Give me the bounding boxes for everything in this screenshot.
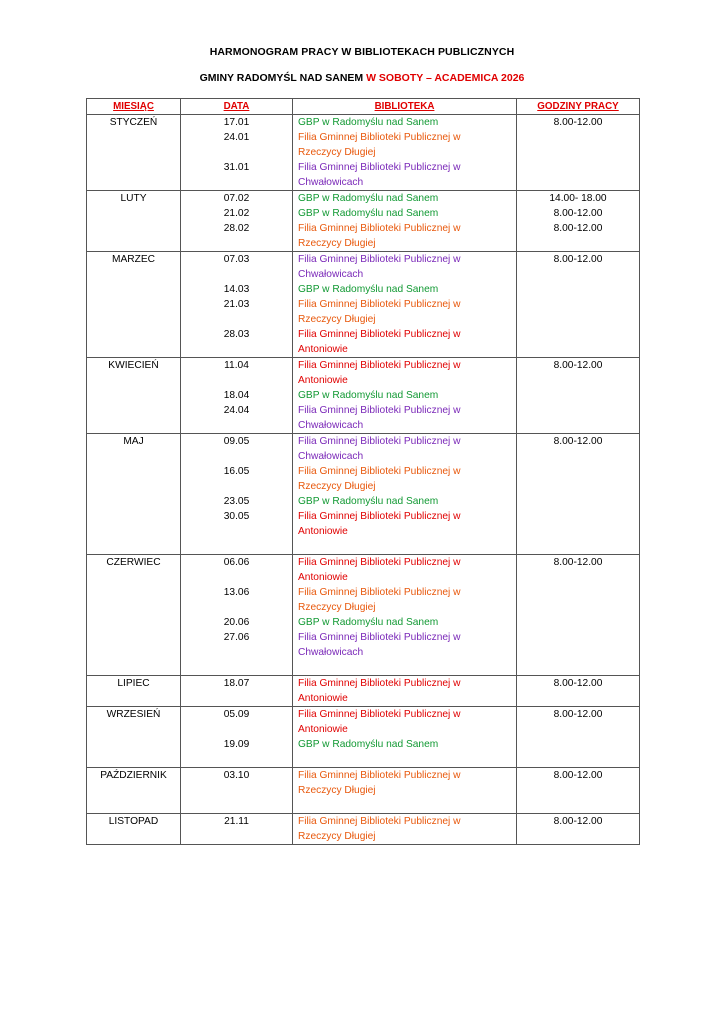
- table-row: [87, 555, 640, 676]
- library-name: [298, 539, 516, 554]
- hours-value: 8.00-12.00: [553, 436, 603, 447]
- library-name: Rzeczycy Długiej: [298, 602, 376, 613]
- hours-value: 8.00-12.00: [553, 678, 603, 689]
- date-value: [181, 236, 292, 251]
- library-cell: [293, 814, 517, 845]
- library-cell: [293, 191, 517, 252]
- table-row: [87, 115, 640, 191]
- library-name: Filia Gminnej Biblioteki Publicznej w: [298, 557, 461, 568]
- date-value: 21.02: [223, 208, 250, 219]
- date-cell: [181, 191, 293, 252]
- hours-cell: [517, 768, 640, 814]
- library-name: Chwałowicach: [298, 420, 364, 431]
- date-value: 21.03: [223, 299, 250, 310]
- date-value: 24.04: [223, 405, 250, 416]
- library-name: GBP w Radomyślu nad Sanem: [298, 739, 439, 750]
- date-cell: [181, 252, 293, 358]
- date-value: 05.09: [223, 709, 250, 720]
- month-label: LIPIEC: [117, 678, 150, 689]
- month-cell: [87, 707, 181, 768]
- date-cell: [181, 707, 293, 768]
- library-name: GBP w Radomyślu nad Sanem: [298, 193, 439, 204]
- date-value: 07.03: [223, 254, 250, 265]
- library-name: Antoniowie: [298, 693, 348, 704]
- header-hours: GODZINY PRACY: [517, 99, 640, 115]
- month-label: WRZESIEŃ: [106, 709, 161, 720]
- date-value: [181, 570, 292, 585]
- library-name: Filia Gminnej Biblioteki Publicznej w: [298, 223, 461, 234]
- month-cell: [87, 191, 181, 252]
- date-cell: [181, 115, 293, 191]
- library-name: Antoniowie: [298, 344, 348, 355]
- library-name: Filia Gminnej Biblioteki Publicznej w: [298, 405, 461, 416]
- date-cell: [181, 358, 293, 434]
- date-cell: [181, 814, 293, 845]
- month-label: STYCZEŃ: [109, 117, 158, 128]
- date-value: [181, 691, 292, 706]
- library-name: Antoniowie: [298, 724, 348, 735]
- hours-value: 8.00-12.00: [553, 360, 603, 371]
- library-name: Filia Gminnej Biblioteki Publicznej w: [298, 511, 461, 522]
- month-label: MARZEC: [111, 254, 155, 265]
- date-value: 28.03: [223, 329, 250, 340]
- month-label: MAJ: [123, 436, 144, 447]
- month-cell: [87, 115, 181, 191]
- library-name: Filia Gminnej Biblioteki Publicznej w: [298, 162, 461, 173]
- date-value: 18.07: [223, 678, 250, 689]
- library-cell: [293, 115, 517, 191]
- subtitle-red-part: W SOBOTY – ACADEMICA 2026: [366, 72, 525, 84]
- month-label: PAŹDZIERNIK: [100, 770, 167, 781]
- library-name: Filia Gminnej Biblioteki Publicznej w: [298, 360, 461, 371]
- month-cell: [87, 814, 181, 845]
- date-value: 07.02: [223, 193, 250, 204]
- table-row: [87, 358, 640, 434]
- hours-cell: [517, 252, 640, 358]
- date-value: 23.05: [223, 496, 250, 507]
- table-row: [87, 768, 640, 814]
- library-cell: [293, 768, 517, 814]
- month-cell: [87, 768, 181, 814]
- library-name: Antoniowie: [298, 572, 348, 583]
- library-name: GBP w Radomyślu nad Sanem: [298, 117, 439, 128]
- date-value: 09.05: [223, 436, 250, 447]
- hours-cell: [517, 555, 640, 676]
- date-value: 14.03: [223, 284, 250, 295]
- library-name: GBP w Radomyślu nad Sanem: [298, 208, 439, 219]
- library-name: Filia Gminnej Biblioteki Publicznej w: [298, 299, 461, 310]
- hours-value: 8.00-12.00: [553, 557, 603, 568]
- document-subtitle: [0, 72, 724, 84]
- date-value: [181, 524, 292, 539]
- month-cell: [87, 434, 181, 555]
- header-date: DATA: [181, 99, 293, 115]
- hours-value: 8.00-12.00: [553, 770, 603, 781]
- library-name: Filia Gminnej Biblioteki Publicznej w: [298, 436, 461, 447]
- library-name: Filia Gminnej Biblioteki Publicznej w: [298, 254, 461, 265]
- date-value: [181, 829, 292, 844]
- date-value: [181, 449, 292, 464]
- date-value: [181, 267, 292, 282]
- table-row: [87, 252, 640, 358]
- date-value: [181, 418, 292, 433]
- library-name: Filia Gminnej Biblioteki Publicznej w: [298, 632, 461, 643]
- date-value: 27.06: [223, 632, 250, 643]
- hours-value: 8.00-12.00: [553, 223, 603, 234]
- date-value: [181, 479, 292, 494]
- date-value: [181, 342, 292, 357]
- library-name: Filia Gminnej Biblioteki Publicznej w: [298, 770, 461, 781]
- library-name: Filia Gminnej Biblioteki Publicznej w: [298, 466, 461, 477]
- library-cell: [293, 434, 517, 555]
- date-cell: [181, 434, 293, 555]
- library-name: [298, 660, 516, 675]
- month-label: LUTY: [120, 193, 147, 204]
- library-name: Rzeczycy Długiej: [298, 314, 376, 325]
- library-cell: [293, 707, 517, 768]
- hours-cell: [517, 191, 640, 252]
- library-name: Rzeczycy Długiej: [298, 481, 376, 492]
- date-value: [181, 645, 292, 660]
- month-cell: [87, 358, 181, 434]
- date-value: 28.02: [223, 223, 250, 234]
- month-cell: [87, 555, 181, 676]
- library-name: Filia Gminnej Biblioteki Publicznej w: [298, 709, 461, 720]
- hours-value: 8.00-12.00: [553, 254, 603, 265]
- date-value: 03.10: [223, 770, 250, 781]
- date-value: [181, 752, 292, 767]
- library-name: Antoniowie: [298, 375, 348, 386]
- library-name: Rzeczycy Długiej: [298, 238, 376, 249]
- hours-cell: [517, 814, 640, 845]
- date-cell: [181, 555, 293, 676]
- library-cell: [293, 358, 517, 434]
- date-value: [181, 145, 292, 160]
- library-name: GBP w Radomyślu nad Sanem: [298, 390, 439, 401]
- date-value: 06.06: [223, 557, 250, 568]
- library-name: Filia Gminnej Biblioteki Publicznej w: [298, 132, 461, 143]
- month-label: KWIECIEŃ: [108, 360, 159, 371]
- date-value: 16.05: [223, 466, 250, 477]
- library-name: Chwałowicach: [298, 451, 364, 462]
- table-row: [87, 191, 640, 252]
- date-value: 31.01: [223, 162, 250, 173]
- date-value: [181, 373, 292, 388]
- library-name: GBP w Radomyślu nad Sanem: [298, 617, 439, 628]
- date-value: 21.11: [224, 816, 249, 827]
- month-label: LISTOPAD: [108, 816, 159, 827]
- library-name: Rzeczycy Długiej: [298, 831, 376, 842]
- date-value: 30.05: [223, 511, 250, 522]
- date-value: [181, 539, 292, 554]
- hours-value: 8.00-12.00: [553, 208, 603, 219]
- date-value: 13.06: [223, 587, 250, 598]
- library-name: Chwałowicach: [298, 647, 364, 658]
- date-value: [181, 783, 292, 798]
- library-name: Filia Gminnej Biblioteki Publicznej w: [298, 329, 461, 340]
- hours-cell: [517, 434, 640, 555]
- library-cell: [293, 252, 517, 358]
- library-cell: [293, 555, 517, 676]
- document-title: HARMONOGRAM PRACY W BIBLIOTEKACH PUBLICZNYCH: [209, 46, 515, 58]
- date-value: 17.01: [223, 117, 250, 128]
- library-name: Rzeczycy Długiej: [298, 785, 376, 796]
- table-row: [87, 434, 640, 555]
- subtitle-black-part: GMINY RADOMYŚL NAD SANEM: [199, 72, 367, 84]
- hours-value: 8.00-12.00: [553, 709, 603, 720]
- date-value: [181, 175, 292, 190]
- date-value: 19.09: [223, 739, 250, 750]
- date-cell: [181, 768, 293, 814]
- library-name: Filia Gminnej Biblioteki Publicznej w: [298, 678, 461, 689]
- date-value: [181, 600, 292, 615]
- table-row: [87, 676, 640, 707]
- table-body: [87, 115, 640, 845]
- month-cell: [87, 676, 181, 707]
- date-cell: [181, 676, 293, 707]
- hours-cell: [517, 115, 640, 191]
- library-name: Chwałowicach: [298, 177, 364, 188]
- library-cell: [293, 676, 517, 707]
- library-name: GBP w Radomyślu nad Sanem: [298, 284, 439, 295]
- schedule-table: [86, 98, 640, 845]
- table-row: [87, 707, 640, 768]
- header-library: BIBLIOTEKA: [293, 99, 517, 115]
- date-value: 24.01: [223, 132, 250, 143]
- library-name: Rzeczycy Długiej: [298, 147, 376, 158]
- hours-cell: [517, 676, 640, 707]
- date-value: [181, 798, 292, 813]
- table-header-row: [87, 99, 640, 115]
- hours-cell: [517, 707, 640, 768]
- library-name: GBP w Radomyślu nad Sanem: [298, 496, 439, 507]
- date-value: [181, 312, 292, 327]
- library-name: Filia Gminnej Biblioteki Publicznej w: [298, 587, 461, 598]
- library-name: Antoniowie: [298, 526, 348, 537]
- date-value: [181, 722, 292, 737]
- month-cell: [87, 252, 181, 358]
- date-value: 18.04: [223, 390, 250, 401]
- date-value: [181, 660, 292, 675]
- date-value: 11.04: [224, 360, 249, 371]
- hours-value: 14.00- 18.00: [549, 193, 607, 204]
- table-row: [87, 814, 640, 845]
- library-name: Filia Gminnej Biblioteki Publicznej w: [298, 816, 461, 827]
- date-value: 20.06: [223, 617, 250, 628]
- hours-value: 8.00-12.00: [553, 816, 603, 827]
- month-label: CZERWIEC: [106, 557, 161, 568]
- hours-cell: [517, 358, 640, 434]
- library-name: Chwałowicach: [298, 269, 364, 280]
- header-month: MIESIĄC: [87, 99, 181, 115]
- library-name: [298, 752, 516, 767]
- library-name: [298, 798, 516, 813]
- hours-value: 8.00-12.00: [553, 117, 603, 128]
